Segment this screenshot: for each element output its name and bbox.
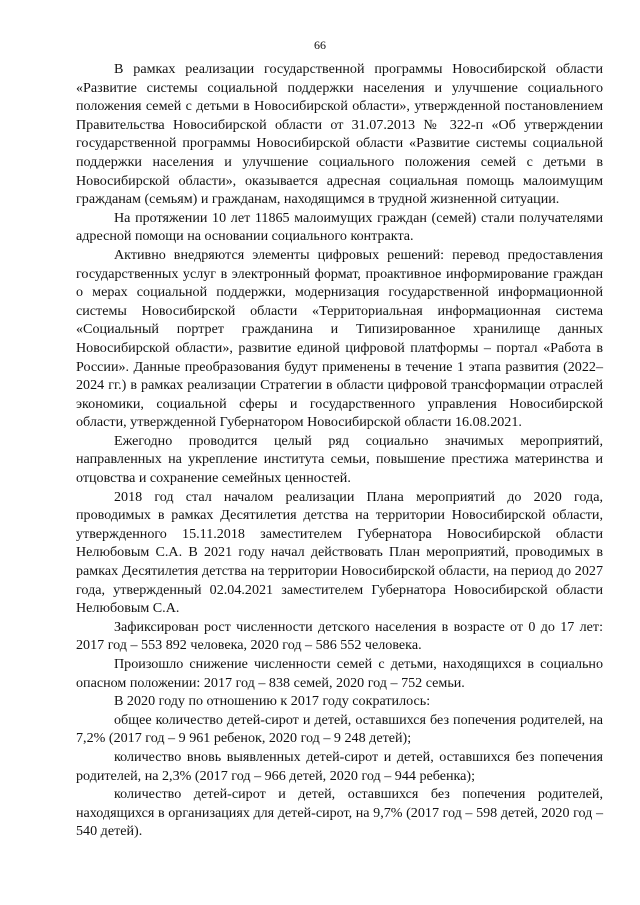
document-body — [76, 60, 603, 841]
paragraph-reduction-intro: В 2020 году по отношению к 2017 году сократилось: — [114, 693, 431, 710]
paragraph-orphans-total: общее количество детей-сирот и детей, оставшихся без попечения родителей, на 7,2% (2017 год – 9 961 ребенок, 2020 год – 9 248 детей); — [76, 711, 603, 747]
paragraph-digital-solutions: Активно внедряются элементы цифровых решений: перевод предоставления государственных услуг в электронный формат, проактивное информирование граждан о мерах социальной поддержки, модернизация государственной информационной системы Новосибирской области «Территориальная информационная система «Социальный портрет гражданина и Типизированное хранилище данных Новосибирской области», развитие единой цифровой платформы – портал «Работа в России». Данные преобразования будут применены в течение 1 этапа развития (2022–2024 гг.) в рамках реализации Стратегии в области цифровой трансформации отраслей экономики, социальной сферы и государственного управления Новосибирской области, утвержденной Губернатором Новосибирской области 16.08.2021. — [76, 246, 603, 431]
paragraph-social-contract: На протяжении 10 лет 11865 малоимущих граждан (семей) стали получателями адресной помощи на основании социального контракта. — [76, 209, 603, 245]
page-number: 66 — [314, 38, 326, 52]
paragraph-decade-of-childhood: 2018 год стал началом реализации Плана мероприятий до 2020 года, проводимых в рамках Десятилетия детства на территории Новосибирской области, утвержденного 15.11.2018 заместителем Губернатора Новосибирской области Нелюбовым С.А. В 2021 году начал действовать План мероприятий, проводимых в рамках Десятилетия детства на территории Новосибирской области, на период до 2027 года, утвержденный 02.04.2021 заместителем Губернатора Новосибирской области Нелюбовым С.А. — [76, 488, 603, 617]
paragraph-orphans-institutions: количество детей-сирот и детей, оставшихся без попечения родителей, находящихся в организациях для детей-сирот, на 9,7% (2017 год – 598 детей, 2020 год – 540 детей). — [76, 786, 603, 840]
paragraph-families-at-risk: Произошло снижение численности семей с детьми, находящихся в социально опасном положении: 2017 год – 838 семей, 2020 год – 752 семьи. — [76, 656, 603, 691]
paragraph-program-assistance: В рамках реализации государственной программы Новосибирской области «Развитие системы социальной поддержки населения и улучшение социального положения семей с детьми в Новосибирской области», утвержденной постановлением Правительства Новосибирской области от 31.07.2013 № 322-п «Об утверждении государственной программы Новосибирской области «Развитие системы социальной поддержки населения и улучшение социального положения семей с детьми в Новосибирской области», оказывается адресная социальная помощь малоимущим гражданам (семьям) и гражданам, находящимся в трудной жизненной ситуации. — [76, 61, 603, 208]
paragraph-family-events: Ежегодно проводится целый ряд социально значимых мероприятий, направленных на укрепление института семьи, повышение престижа материнства и отцовства и сохранение семейных ценностей. — [76, 432, 603, 487]
paragraph-orphans-new: количество вновь выявленных детей-сирот и детей, оставшихся без попечения родителей, на 2,3% (2017 год – 966 детей, 2020 год – 944 ребенка); — [76, 748, 603, 784]
paragraph-child-population: Зафиксирован рост численности детского населения в возрасте от 0 до 17 лет: 2017 год – 553 892 человека, 2020 год – 586 552 человека. — [76, 618, 603, 654]
